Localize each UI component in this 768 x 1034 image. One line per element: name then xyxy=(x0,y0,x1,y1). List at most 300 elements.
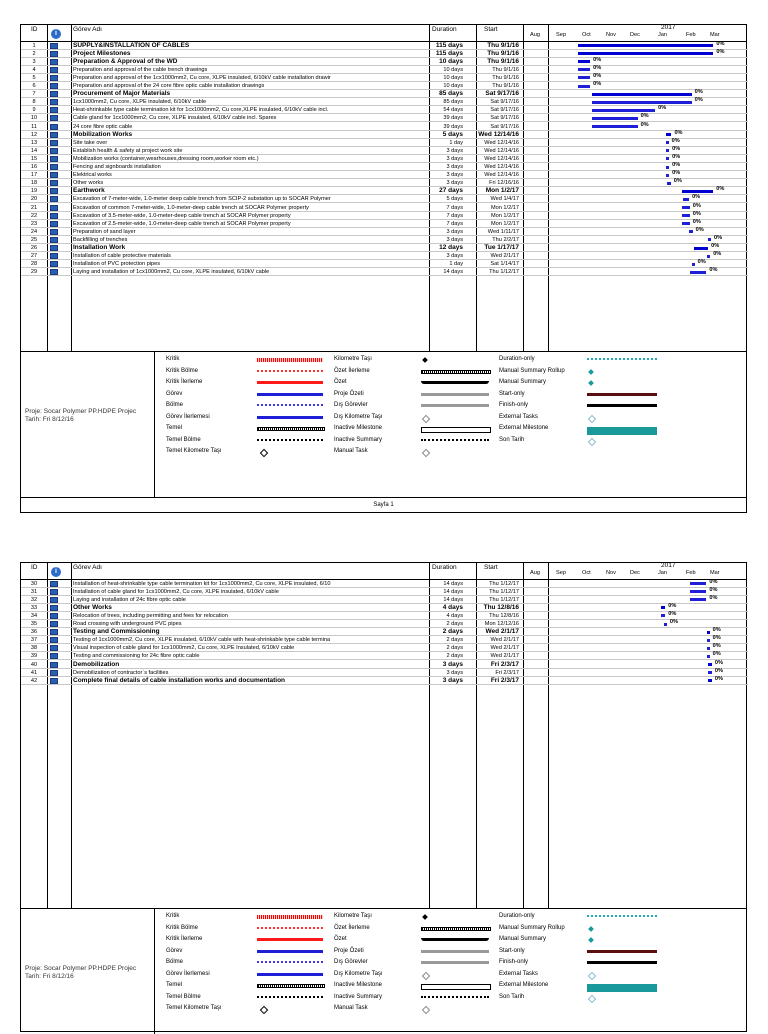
task-name: Preparation & Approval of the WD xyxy=(73,57,178,65)
task-bar[interactable] xyxy=(578,85,590,88)
task-type-icon xyxy=(50,75,58,81)
legend-swatch xyxy=(421,381,489,384)
task-id: 1 xyxy=(32,42,36,49)
legend-swatch xyxy=(257,973,323,976)
table-row[interactable] xyxy=(21,123,748,131)
header-task-name: Görev Adı xyxy=(73,564,102,571)
summary-bar[interactable] xyxy=(578,60,590,63)
task-duration: 1 day xyxy=(449,261,463,268)
task-bar[interactable] xyxy=(666,174,670,177)
task-bar[interactable] xyxy=(592,117,638,120)
task-type-icon xyxy=(50,237,58,243)
task-bar[interactable] xyxy=(666,157,670,160)
table-row[interactable] xyxy=(21,179,748,187)
task-id: 16 xyxy=(30,164,38,170)
table-row[interactable] xyxy=(21,669,748,677)
legend-label: Manual Task xyxy=(334,1005,368,1011)
percent-complete-label: 0% xyxy=(714,667,723,674)
task-type-icon xyxy=(50,261,58,267)
percent-complete-label: 0% xyxy=(692,202,701,209)
legend-label: Dış Kilometre Taşı xyxy=(334,970,383,977)
task-name: Elektrical works xyxy=(73,172,112,179)
legend-swatch xyxy=(421,950,489,953)
legend-swatch xyxy=(588,437,596,445)
task-type-icon xyxy=(50,253,58,259)
table-row[interactable] xyxy=(21,628,748,636)
task-type-icon xyxy=(50,180,58,186)
task-type-icon xyxy=(50,221,58,227)
task-duration: 7 days xyxy=(446,204,463,211)
legend-swatch xyxy=(422,414,430,422)
legend-label: External Milestone xyxy=(499,425,549,431)
task-id: 19 xyxy=(30,188,38,195)
task-duration: 2 days xyxy=(446,621,463,627)
task-start: Thu 9/1/16 xyxy=(487,41,519,49)
task-duration: 1 day xyxy=(449,139,463,146)
task-bar[interactable] xyxy=(690,598,706,601)
legend-swatch xyxy=(260,449,268,457)
table-row[interactable] xyxy=(21,236,748,244)
legend-label: Temel Bölme xyxy=(166,993,201,1000)
task-id: 3 xyxy=(32,58,36,65)
task-bar[interactable] xyxy=(661,614,666,617)
task-type-icon xyxy=(50,613,58,619)
task-name: Preparation and approval of the 1cx1000mm2, Cu core, XLPE insulated, 6/10kV cable installation drawir xyxy=(73,74,331,81)
task-type-icon xyxy=(50,678,58,684)
task-start: Thu 1/12/17 xyxy=(489,588,519,595)
task-type-icon xyxy=(50,115,58,121)
task-bar[interactable] xyxy=(682,222,690,225)
task-type-icon xyxy=(50,148,58,154)
percent-complete-label: 0% xyxy=(712,627,721,634)
task-duration: 3 days xyxy=(446,236,463,243)
task-start: Sat 1/14/17 xyxy=(490,261,519,268)
legend-label: Inactive Summary xyxy=(334,436,383,443)
task-type-icon xyxy=(50,196,58,202)
table-row[interactable] xyxy=(21,644,748,652)
task-bar[interactable] xyxy=(707,639,710,642)
task-bar[interactable] xyxy=(707,255,711,258)
header-start: Start xyxy=(484,26,498,33)
task-bar[interactable] xyxy=(578,68,590,71)
task-duration: 39 days xyxy=(443,115,463,122)
percent-complete-label: 0% xyxy=(692,194,701,201)
table-row[interactable] xyxy=(21,220,748,228)
legend-swatch xyxy=(588,414,596,422)
percent-complete-label: 0% xyxy=(672,162,681,168)
task-type-icon xyxy=(50,653,58,659)
table-row[interactable] xyxy=(21,604,748,612)
task-id: 30 xyxy=(30,580,38,587)
percent-complete-label: 0% xyxy=(712,635,721,642)
task-id: 27 xyxy=(30,253,38,260)
legend-label: Görev xyxy=(166,947,183,954)
task-start: Sat 9/17/16 xyxy=(490,115,519,122)
legend-label: Start-only xyxy=(499,390,525,397)
legend-label: Temel Kilometre Taşı xyxy=(166,1005,222,1011)
header-duration: Duration xyxy=(432,26,457,33)
task-duration: 14 days xyxy=(443,580,463,587)
timescale-months: Aug Sep Oct Nov Dec Jan Feb Mar xyxy=(530,32,720,38)
header-task-name: Görev Adı xyxy=(73,26,102,33)
task-start: Thu 9/1/16 xyxy=(492,66,519,73)
table-row[interactable] xyxy=(21,66,748,74)
task-id: 25 xyxy=(30,236,38,243)
task-start: Wed 12/14/16 xyxy=(484,139,519,146)
legend-swatch xyxy=(587,393,657,396)
task-bar[interactable] xyxy=(708,238,712,241)
legend-swatch xyxy=(588,369,594,375)
task-id: 33 xyxy=(30,604,38,611)
task-name: Preparation and approval of the 24 core fibre optic cable installation drawings xyxy=(73,83,265,89)
table-row[interactable] xyxy=(21,58,748,66)
legend-swatch xyxy=(257,427,325,431)
task-name: Cable gland for 1cx1000mm2, Cu core, XLPE insulated, 6/10kV cable incl. Spares xyxy=(73,115,277,122)
legend-label: External Milestone xyxy=(499,982,549,988)
task-start: Mon 1/2/17 xyxy=(491,220,519,227)
task-duration: 54 days xyxy=(443,107,463,114)
legend-swatch xyxy=(422,449,430,457)
task-bar[interactable] xyxy=(689,230,693,233)
task-bar[interactable] xyxy=(690,271,706,274)
task-bar[interactable] xyxy=(682,206,690,209)
legend-label: Özet İlerleme xyxy=(334,367,370,374)
legend-swatch xyxy=(257,996,323,998)
task-start: Wed 2/1/17 xyxy=(485,628,519,636)
task-type-icon xyxy=(50,188,58,194)
task-name: Demobilization of contractor`s facilities xyxy=(73,669,169,676)
task-duration: 85 days xyxy=(443,99,463,106)
task-duration: 39 days xyxy=(443,123,463,130)
task-id: 40 xyxy=(30,661,38,668)
task-duration: 3 days xyxy=(446,180,463,187)
table-row[interactable] xyxy=(21,195,748,203)
legend-label: Görev İlerlemesi xyxy=(166,413,210,420)
table-row[interactable] xyxy=(21,596,748,604)
legend-label: External Tasks xyxy=(499,970,538,977)
task-bar[interactable] xyxy=(682,214,690,217)
legend-label: Kritik Bölme xyxy=(166,367,199,374)
table-row[interactable] xyxy=(21,163,748,171)
legend-swatch xyxy=(257,439,323,441)
header-year: 2017 xyxy=(661,562,676,569)
task-bar[interactable] xyxy=(707,647,710,650)
task-start: Mon 1/2/17 xyxy=(491,204,519,211)
percent-complete-label: 0% xyxy=(668,602,677,609)
task-name: Relocation of trees, including permitting and fees for relocation xyxy=(73,612,228,619)
task-id: 28 xyxy=(30,261,38,268)
table-row[interactable] xyxy=(21,260,748,268)
task-duration: 3 days xyxy=(442,676,463,684)
legend-label: Kilometre Taşı xyxy=(334,913,372,919)
percent-complete-label: 0% xyxy=(713,251,722,258)
table-row[interactable] xyxy=(21,187,748,195)
task-start: Thu 9/1/16 xyxy=(487,49,519,57)
task-start: Mon 1/2/17 xyxy=(485,187,519,195)
table-row[interactable] xyxy=(21,677,748,685)
task-bar[interactable] xyxy=(667,182,671,185)
task-duration: 5 days xyxy=(446,196,463,203)
page-label: Sayfa 1 xyxy=(373,502,394,508)
table-row[interactable] xyxy=(21,244,748,252)
table-row[interactable] xyxy=(21,588,748,596)
task-name: Installation of PVC protection pipes xyxy=(73,261,161,268)
task-duration: 3 days xyxy=(446,147,463,154)
legend-swatch xyxy=(257,950,323,953)
task-id: 11 xyxy=(31,123,37,130)
summary-bar[interactable] xyxy=(708,679,712,682)
legend-label: Dış Görevler xyxy=(334,959,368,965)
task-id: 10 xyxy=(30,115,38,122)
task-duration: 85 days xyxy=(439,90,463,98)
task-type-icon xyxy=(50,164,58,170)
task-duration: 14 days xyxy=(443,588,463,595)
task-name: Excavation of 2.5-meter-wide, 1.0-meter-deep cable trench at SOCAR Polymer property xyxy=(73,220,291,227)
task-type-icon xyxy=(50,670,58,676)
task-id: 38 xyxy=(30,645,38,652)
table-row[interactable] xyxy=(21,74,748,82)
task-bar[interactable] xyxy=(683,198,689,201)
task-type-icon xyxy=(50,132,58,138)
summary-bar[interactable] xyxy=(708,663,712,666)
task-type-icon xyxy=(50,637,58,643)
legend-label: Finish-only xyxy=(499,402,529,408)
task-start: Thu 9/1/16 xyxy=(492,74,519,81)
task-type-icon xyxy=(50,43,58,49)
percent-complete-label: 0% xyxy=(716,186,725,193)
summary-bar[interactable] xyxy=(707,631,710,634)
task-id: 20 xyxy=(30,196,38,203)
task-bar[interactable] xyxy=(692,263,695,266)
table-row[interactable] xyxy=(21,114,748,122)
task-type-icon xyxy=(50,581,58,587)
task-start: Wed 1/11/17 xyxy=(487,228,519,235)
legend-label: Temel xyxy=(166,425,183,431)
percent-complete-label: 0% xyxy=(716,40,725,47)
summary-bar[interactable] xyxy=(592,93,692,96)
summary-bar[interactable] xyxy=(682,190,714,193)
percent-complete-label: 0% xyxy=(709,594,718,601)
legend-swatch xyxy=(257,404,323,406)
task-start: Fri 2/3/17 xyxy=(490,660,519,668)
percent-complete-label: 0% xyxy=(671,137,680,144)
table-row[interactable] xyxy=(21,252,748,260)
legend-swatch xyxy=(421,370,491,374)
task-id: 2 xyxy=(32,50,36,57)
task-name: Excavation of common 7-meter-wide, 1.0-meter-deep cable trench at SOCAR Polymer property xyxy=(73,204,309,211)
table-row[interactable] xyxy=(21,620,748,628)
task-name: Road crossing with underground PVC pipes xyxy=(73,621,182,627)
task-name: Preparation of sand layer xyxy=(73,228,136,235)
task-start: Mon 1/2/17 xyxy=(491,212,519,219)
task-name: Backfilling of trenches xyxy=(73,236,128,243)
timescale-months: Aug Sep Oct Nov Dec Jan Feb Mar xyxy=(530,570,720,576)
task-duration: 2 days xyxy=(446,653,463,660)
task-type-icon xyxy=(50,172,58,178)
task-name: Mobilization works (container,wearhouses,dressing room,worker room etc.) xyxy=(73,155,259,162)
task-id: 23 xyxy=(30,220,38,227)
table-row[interactable] xyxy=(21,612,748,620)
header-id: ID xyxy=(31,26,38,33)
task-start: Tue 1/17/17 xyxy=(484,244,519,251)
table-row[interactable] xyxy=(21,131,748,139)
summary-bar[interactable] xyxy=(666,133,672,136)
task-duration: 4 days xyxy=(442,603,463,611)
legend-label: Inactive Milestone xyxy=(334,982,383,988)
task-duration: 3 days xyxy=(446,155,463,162)
task-bar[interactable] xyxy=(690,590,706,593)
task-name: Excavation of 7-meter-wide, 1.0-meter deep cable trench from SCIP-2 substation up to SOCAR Polymer xyxy=(73,196,331,203)
task-id: 39 xyxy=(30,653,38,660)
task-duration: 115 days xyxy=(435,49,463,57)
task-name: Project Milestones xyxy=(73,49,131,57)
legend-swatch xyxy=(257,416,323,419)
legend-swatch xyxy=(257,961,323,963)
task-bar[interactable] xyxy=(592,125,638,128)
task-type-icon xyxy=(50,621,58,627)
task-start: Wed 12/14/16 xyxy=(484,155,519,162)
percent-complete-label: 0% xyxy=(716,48,725,55)
percent-complete-label: 0% xyxy=(692,218,701,225)
task-id: 37 xyxy=(30,637,38,644)
task-type-icon xyxy=(50,124,58,130)
legend-label: Kritik İlerleme xyxy=(166,936,203,942)
percent-complete-label: 0% xyxy=(672,153,681,160)
table-row[interactable] xyxy=(21,147,748,155)
task-name: Testing and Commissioning xyxy=(73,628,160,636)
task-duration: 5 days xyxy=(442,130,463,138)
percent-complete-label: 0% xyxy=(674,129,683,136)
percent-complete-label: 0% xyxy=(672,145,681,152)
task-type-icon xyxy=(50,597,58,603)
task-type-icon xyxy=(50,67,58,73)
legend-swatch xyxy=(257,915,323,919)
task-type-icon xyxy=(50,156,58,162)
task-bar[interactable] xyxy=(578,76,590,79)
percent-complete-label: 0% xyxy=(694,89,703,96)
legend xyxy=(21,908,746,1034)
task-type-icon xyxy=(50,107,58,113)
task-bar[interactable] xyxy=(592,109,655,112)
table-row[interactable] xyxy=(21,171,748,179)
percent-complete-label: 0% xyxy=(692,210,701,217)
task-bar[interactable] xyxy=(666,166,670,169)
task-start: Fri 12/16/16 xyxy=(489,180,519,187)
legend-label: Kritik İlerleme xyxy=(166,379,203,385)
percent-complete-label: 0% xyxy=(669,619,678,625)
summary-bar[interactable] xyxy=(694,247,708,250)
task-duration: 4 days xyxy=(446,612,463,619)
table-row[interactable] xyxy=(21,268,748,276)
task-bar[interactable] xyxy=(708,671,712,674)
percent-complete-label: 0% xyxy=(640,121,649,128)
task-id: 14 xyxy=(30,147,38,154)
legend-swatch xyxy=(260,1006,268,1014)
task-start: Wed 12/14/16 xyxy=(484,147,519,154)
task-type-icon xyxy=(50,269,58,275)
page-footer xyxy=(21,497,746,512)
table-row[interactable] xyxy=(21,580,748,588)
legend-swatch xyxy=(257,938,323,941)
task-id: 22 xyxy=(30,212,38,219)
percent-complete-label: 0% xyxy=(712,651,721,658)
legend-swatch xyxy=(421,427,491,433)
percent-complete-label: 0% xyxy=(709,267,718,274)
legend-label: Son Tarih xyxy=(499,436,525,443)
table-row[interactable] xyxy=(21,661,748,669)
task-duration: 10 days xyxy=(443,66,463,73)
task-name: Other works xyxy=(73,180,104,187)
table-row[interactable] xyxy=(21,139,748,147)
task-bar[interactable] xyxy=(690,582,706,585)
task-name: Visual inspection of cable gland for 1cx1000mm2, Cu core, XLPE Insulated, 6/10kV cable xyxy=(73,645,295,652)
table-row[interactable] xyxy=(21,82,748,90)
legend xyxy=(21,351,746,498)
legend-label: Özet xyxy=(334,379,347,385)
legend-label: External Tasks xyxy=(499,413,538,420)
legend-label: Manual Task xyxy=(334,448,368,454)
summary-bar[interactable] xyxy=(661,606,666,609)
table-row[interactable] xyxy=(21,212,748,220)
task-type-icon xyxy=(50,205,58,211)
table-row[interactable] xyxy=(21,228,748,236)
legend-swatch xyxy=(257,370,323,372)
task-bar[interactable] xyxy=(664,623,667,626)
task-name: Site take over xyxy=(73,139,108,146)
legend-swatch xyxy=(257,358,323,362)
task-type-icon xyxy=(50,51,58,57)
task-duration: 3 days xyxy=(442,660,463,668)
percent-complete-label: 0% xyxy=(694,97,703,104)
task-start: Wed 2/1/17 xyxy=(490,653,519,660)
legend-swatch xyxy=(588,971,596,979)
legend-label: Görev xyxy=(166,390,183,397)
task-bar[interactable] xyxy=(707,655,710,658)
table-row[interactable] xyxy=(21,204,748,212)
legend-label: Temel xyxy=(166,982,183,988)
table-row[interactable] xyxy=(21,636,748,644)
task-bar[interactable] xyxy=(666,149,670,152)
table-row[interactable] xyxy=(21,155,748,163)
project-info: Proje: Socar Polymer PP.HDPE Projec Tarih: Fri 8/12/16 xyxy=(25,408,137,423)
legend-label: Inactive Milestone xyxy=(334,425,383,431)
legend-swatch xyxy=(588,937,594,943)
info-icon: i xyxy=(51,567,61,577)
task-id: 26 xyxy=(30,245,38,251)
header-start: Start xyxy=(484,564,498,571)
percent-complete-label: 0% xyxy=(640,113,649,120)
task-duration: 14 days xyxy=(443,596,463,603)
task-start: Thu 1/12/17 xyxy=(489,269,519,276)
legend-label: Bölme xyxy=(166,402,184,408)
percent-complete-label: 0% xyxy=(593,56,602,63)
task-name: Procurement of Major Materials xyxy=(73,90,171,98)
task-type-icon xyxy=(50,140,58,146)
task-bar[interactable] xyxy=(666,141,669,144)
task-id: 29 xyxy=(30,269,38,276)
task-id: 42 xyxy=(30,677,38,684)
table-row[interactable] xyxy=(21,652,748,660)
percent-complete-label: 0% xyxy=(593,81,602,87)
legend-label: Kritik Bölme xyxy=(166,924,199,931)
summary-bar[interactable] xyxy=(578,44,713,47)
summary-bar[interactable] xyxy=(578,52,713,55)
task-id: 21 xyxy=(30,204,38,211)
task-name: Demobilization xyxy=(73,660,120,668)
task-name: Fencing and signboards installation xyxy=(73,164,161,170)
task-bar[interactable] xyxy=(592,101,692,104)
legend-swatch xyxy=(588,994,596,1002)
